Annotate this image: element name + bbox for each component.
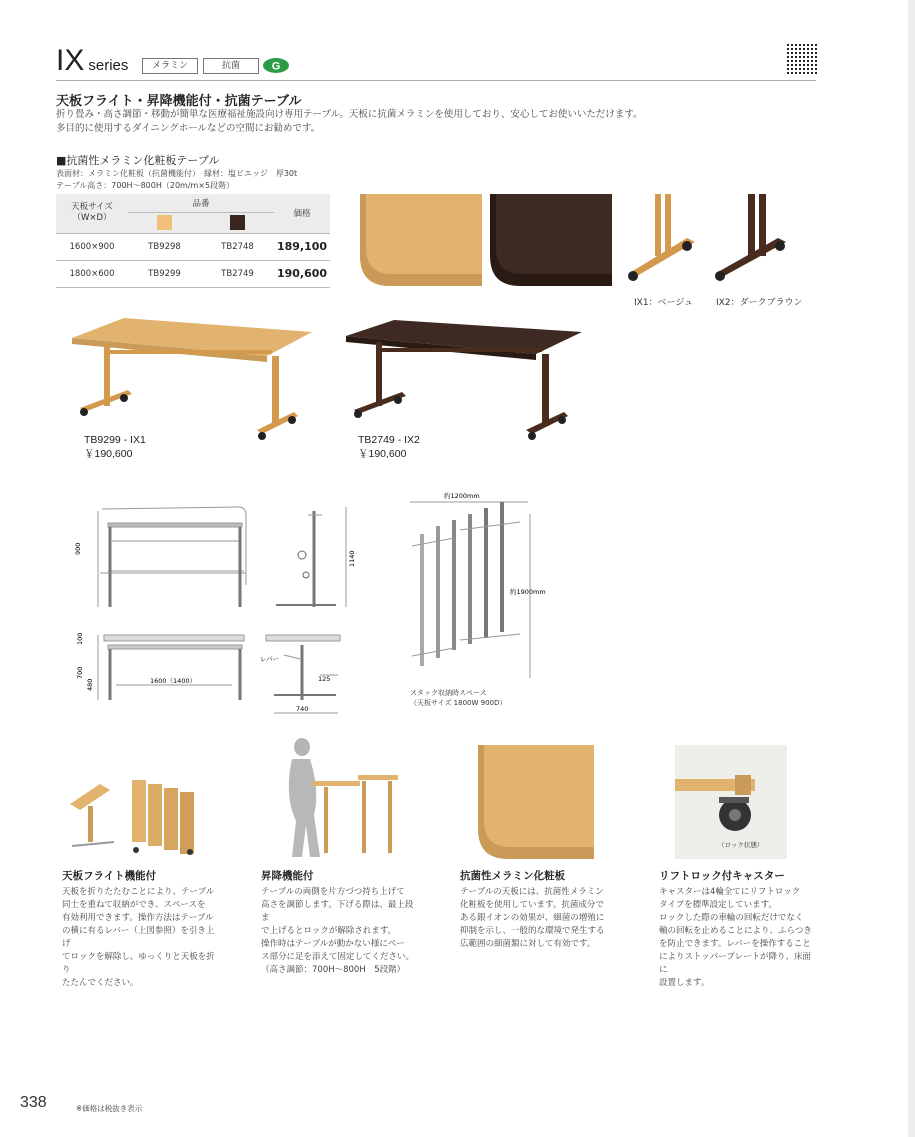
feature-line: で上げるとロックが解除されます。	[261, 926, 397, 936]
dim-1600: 1600（1400）	[150, 677, 197, 685]
series-title	[56, 44, 128, 78]
feature-line: たたんでください。	[62, 978, 139, 988]
product-title: 天板フライト・昇降機能付・抗菌テーブル	[56, 94, 302, 109]
table-photo-beige	[72, 316, 312, 444]
col-price-header: 価格	[274, 194, 330, 233]
feature-body	[460, 886, 620, 951]
dimension-drawings	[70, 495, 370, 720]
feature-melamine	[460, 868, 620, 951]
beige-melamine-corner-image	[360, 194, 482, 286]
feature-body	[62, 886, 222, 990]
feature-image-melamine	[478, 745, 594, 859]
size-cell: 1600×900	[56, 233, 128, 260]
table-header-row	[56, 194, 330, 212]
beige-swatch	[157, 215, 172, 230]
product-price: ￥190,600	[84, 448, 133, 460]
product-label-ix1	[84, 433, 146, 461]
feature-caster	[659, 868, 819, 990]
feature-line: 広範囲の細菌類に対して有効です。	[460, 939, 596, 949]
price-table	[56, 194, 330, 288]
spec-line: 表面材：メラミン化粧板（抗菌機能付） 縁材：塩ビエッジ 厚30t	[56, 169, 298, 178]
feature-line: の横に有るレバー（上図参照）を引き上げ	[62, 926, 215, 949]
spec-subheading: ■抗菌性メラミン化粧板テーブル	[56, 154, 220, 167]
feature-height	[261, 868, 421, 977]
tag-antibacterial: 抗菌	[203, 58, 259, 74]
product-label-ix2	[358, 433, 420, 461]
stack-caption	[410, 688, 506, 708]
feature-title: 昇降機能付	[261, 870, 314, 882]
feature-line: タイプを標準設定しています。	[659, 900, 777, 910]
caster-caption: （ロック状態）	[718, 841, 764, 849]
dim-740: 740	[296, 705, 309, 713]
brown-swatch	[230, 215, 245, 230]
code-cell: TB9299	[128, 260, 201, 287]
description-line: 折り畳み・高さ調節・移動が簡単な医療福祉施設向け専用テーブル。天板に抗菌メラミンを使用しており、安心してお使いいただけます。	[56, 109, 643, 120]
code-cell: TB2749	[201, 260, 274, 287]
feature-line: 同士を重ねて収納ができ、スペースを	[62, 900, 206, 910]
size-cell: 1800×600	[56, 260, 128, 287]
feature-line: によりストッパープレートが降り、床面に	[659, 952, 811, 975]
feature-image-height	[280, 735, 405, 860]
col-code-header: 品番	[128, 194, 274, 212]
table-row	[56, 233, 330, 260]
header-divider	[56, 80, 816, 81]
dim-125: 125	[318, 675, 331, 683]
feature-title: 天板フライト機能付	[62, 870, 157, 882]
series-main: IX	[56, 44, 85, 77]
qr-code-icon[interactable]	[785, 42, 817, 74]
feature-line: ス部分に足を添えて固定してください。	[261, 952, 415, 962]
price-cell: 190,600	[274, 260, 330, 287]
page-number: 338	[20, 1094, 47, 1111]
feature-title: 抗菌性メラミン化粧板	[460, 870, 565, 882]
col-size-header	[56, 194, 128, 233]
dim-lever: レバー	[260, 655, 280, 663]
feature-line: テーブルの天板には、抗菌性メラミン	[460, 887, 604, 897]
feature-line: 抑制を示し、一般的な環境で発生する	[460, 926, 605, 936]
feature-line: 操作時はテーブルが動かない様にベー	[261, 939, 405, 949]
feature-line: ロックした際の車輪の回転だけでなく	[659, 913, 804, 923]
feature-body	[659, 886, 819, 990]
price-cell: 189,100	[274, 233, 330, 260]
product-description	[56, 108, 816, 136]
feature-line: 有効利用できます。操作方法はテーブル	[62, 913, 214, 923]
code-cell: TB2748	[201, 233, 274, 260]
beige-leg-image	[625, 194, 700, 289]
feature-line: （高さ調節：700H～800H 5段階）	[261, 965, 406, 975]
page-edge-strip	[908, 0, 915, 1137]
leg-caption-beige: IX1：ベージュ	[634, 298, 694, 308]
stack-caption-line: （天板サイズ 1800W 900D）	[410, 699, 507, 707]
feature-line: 設置します。	[659, 978, 710, 988]
feature-image-flight	[60, 770, 220, 855]
dim-480: 480	[86, 678, 94, 691]
dim-900: 900	[74, 542, 82, 555]
dim-700: 700	[76, 666, 84, 679]
dim-1140: 1140	[348, 550, 356, 567]
spec-text	[56, 168, 297, 192]
g-mark-logo-icon	[262, 57, 290, 74]
price-note: ※価格は税抜き表示	[76, 1104, 143, 1113]
feature-line: てロックを解除し、ゆっくりと天板を折り	[62, 952, 215, 975]
feature-line: を防止できます。レバーを操作すること	[659, 939, 811, 949]
series-sub: series	[88, 57, 129, 74]
stack-caption-line: スタック収納時スペース	[410, 689, 487, 697]
col-size-line: （W×D）	[72, 213, 112, 224]
code-cell: TB9298	[128, 233, 201, 260]
feature-line: キャスターは4輪全てにリフトロック	[659, 887, 801, 897]
description-line: 多目的に使用するダイニングホールなどの空間にお勧めです。	[56, 123, 321, 134]
spec-line: テーブル高さ：700H～800H（20m/m×5段階）	[56, 181, 235, 190]
feature-line: 軸の回転を止めることにより、ふらつき	[659, 926, 812, 936]
feature-flight	[62, 868, 222, 990]
col-size-line: 天板サイズ	[71, 202, 113, 213]
feature-title: リフトロック付キャスター	[659, 870, 785, 882]
product-price: ￥190,600	[358, 448, 407, 460]
leg-caption-brown: IX2：ダークブラウン	[716, 298, 803, 308]
feature-line: テーブルの両側を片方づつ持ち上げて	[261, 887, 405, 897]
product-code: TB2749 - IX2	[358, 434, 420, 446]
feature-line: 高さを調節します。下げる際は、最上段ま	[261, 900, 414, 923]
stack-height: 約1900mm	[510, 588, 546, 596]
swatch-cell	[128, 212, 201, 233]
product-code: TB9299 - IX1	[84, 434, 146, 446]
stack-width: 約1200mm	[444, 492, 480, 500]
brown-leg-image	[712, 194, 792, 289]
swatch-cell	[201, 212, 274, 233]
stack-storage-diagram	[400, 490, 560, 710]
feature-line: ある銀イオンの効果が、細菌の増殖に	[460, 913, 605, 923]
g-mark-letter: G	[271, 60, 281, 73]
tag-melamine: メラミン	[142, 58, 198, 74]
dim-100: 100	[76, 632, 84, 645]
feature-body	[261, 886, 421, 977]
feature-line: 化粧板を使用しています。抗菌成分で	[460, 900, 604, 910]
brown-melamine-corner-image	[490, 194, 612, 286]
feature-line: 天板を折りたたむことにより、テーブル	[62, 887, 215, 897]
table-row	[56, 260, 330, 287]
table-photo-brown	[346, 318, 582, 446]
